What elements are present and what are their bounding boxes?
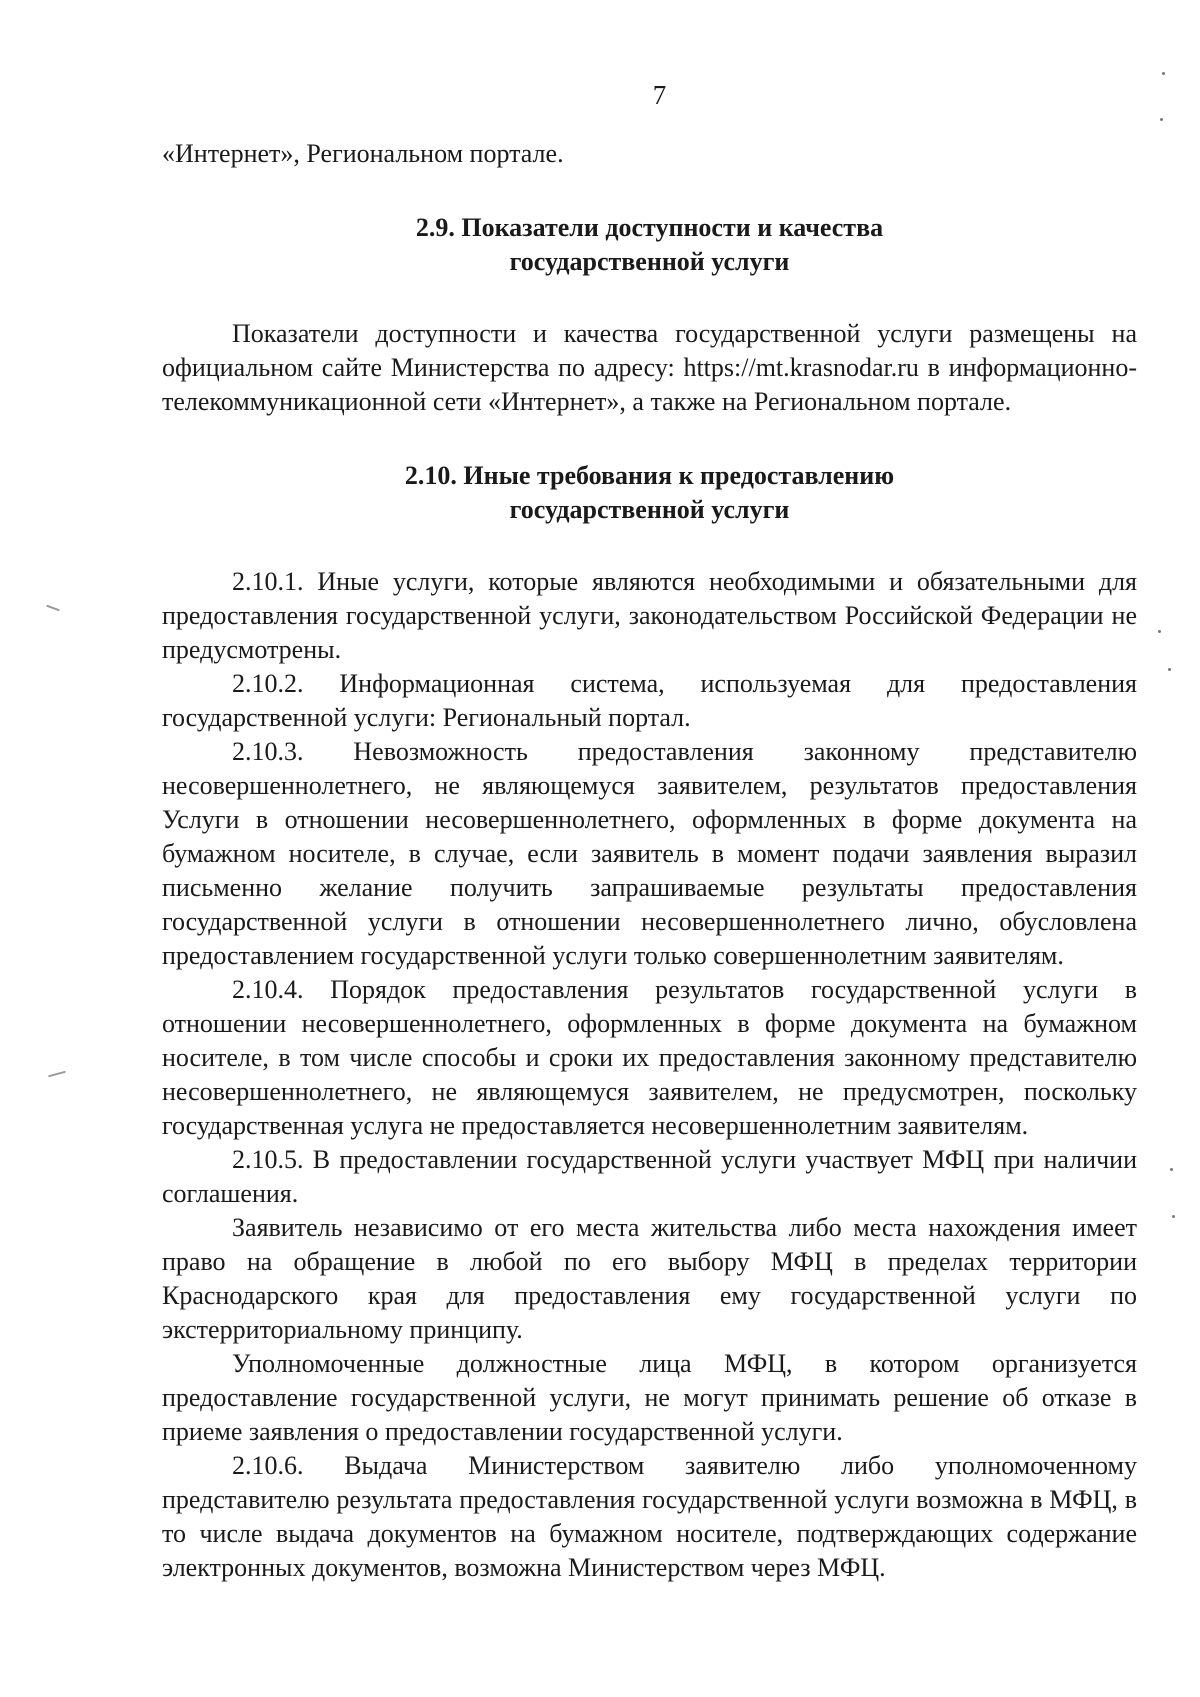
section-2-9-title-line2: государственной услуги xyxy=(509,247,790,276)
scan-mark xyxy=(48,1071,66,1078)
scan-speck xyxy=(1158,630,1161,633)
paragraph-2-10-4: 2.10.4. Порядок предоставления результатов государственной услуги в отношении несовершеннолетнего, оформленных в форме документа на бумажном носителе, в том числе способы и сроки их предоставления законному представителю несовершеннолетнего, не являющемуся заявителем, не предусмотрен, поскольку государственная услуга не предоставляется несовершеннолетним заявителям. xyxy=(162,975,1137,1140)
scan-speck xyxy=(1162,72,1165,75)
scan-speck xyxy=(1170,1168,1173,1171)
scan-speck xyxy=(1168,668,1171,671)
intro-line: «Интернет», Региональном портале. xyxy=(162,139,564,168)
scan-speck xyxy=(1172,1215,1175,1218)
paragraph-2-10-6: 2.10.6. Выдача Министерством заявителю либо уполномоченному представителю результата предоставления государственной услуги возможна в МФЦ, в то числе выдача документов на бумажном носителе, подтверждающих содержание электронных документов, возможна Министерством через МФЦ. xyxy=(162,1451,1137,1582)
section-2-9-paragraph: Показатели доступности и качества государственной услуги размещены на официальном сайте Министерства по адресу: https://mt.krasnodar.ru в информационно-телекоммуникационной сети «Интернет», а также на Региональном портале. xyxy=(162,319,1137,416)
section-2-9-title xyxy=(162,211,1137,279)
paragraph-2-10-5: 2.10.5. В предоставлении государственной услуги участвует МФЦ при наличии соглашения. xyxy=(162,1145,1137,1208)
section-2-10-title-line1: 2.10. Иные требования к предоставлению xyxy=(404,461,895,490)
paragraph-mfc-officials: Уполномоченные должностные лица МФЦ, в котором организуется предоставление государственной услуги, не могут принимать решение об отказе в приеме заявления о предоставлении государственной услуги. xyxy=(162,1349,1137,1446)
page-number: 7 xyxy=(652,80,667,110)
document-page xyxy=(162,70,1137,1585)
paragraph-2-10-2: 2.10.2. Информационная система, используемая для предоставления государственной услуги: Региональный портал. xyxy=(162,669,1137,732)
paragraph-applicant-right: Заявитель независимо от его места жительства либо места нахождения имеет право на обращение в любой по его выбору МФЦ в пределах территории Краснодарского края для предоставления ему государственной услуги по экстерриториальному принципу. xyxy=(162,1213,1137,1344)
paragraph-2-10-3: 2.10.3. Невозможность предоставления законному представителю несовершеннолетнего, не являющемуся заявителем, результатов предоставления Услуги в отношении несовершеннолетнего, оформленных в форме документа на бумажном носителе, в случае, если заявитель в момент подачи заявления выразил письменно желание получить запрашиваемые результаты предоставления государственной услуги в отношении несовершеннолетнего лично, обусловлена предоставлением государственной услуги только совершеннолетним заявителям. xyxy=(162,737,1137,970)
scan-speck xyxy=(1160,118,1163,121)
paragraph-2-10-1: 2.10.1. Иные услуги, которые являются необходимыми и обязательными для предоставления государственной услуги, законодательством Российской Федерации не предусмотрены. xyxy=(162,567,1137,664)
section-2-10-title-line2: государственной услуги xyxy=(509,495,790,524)
section-2-9-title-line1: 2.9. Показатели доступности и качества xyxy=(415,213,884,242)
section-2-10-title xyxy=(162,459,1137,527)
scan-mark xyxy=(46,605,60,612)
